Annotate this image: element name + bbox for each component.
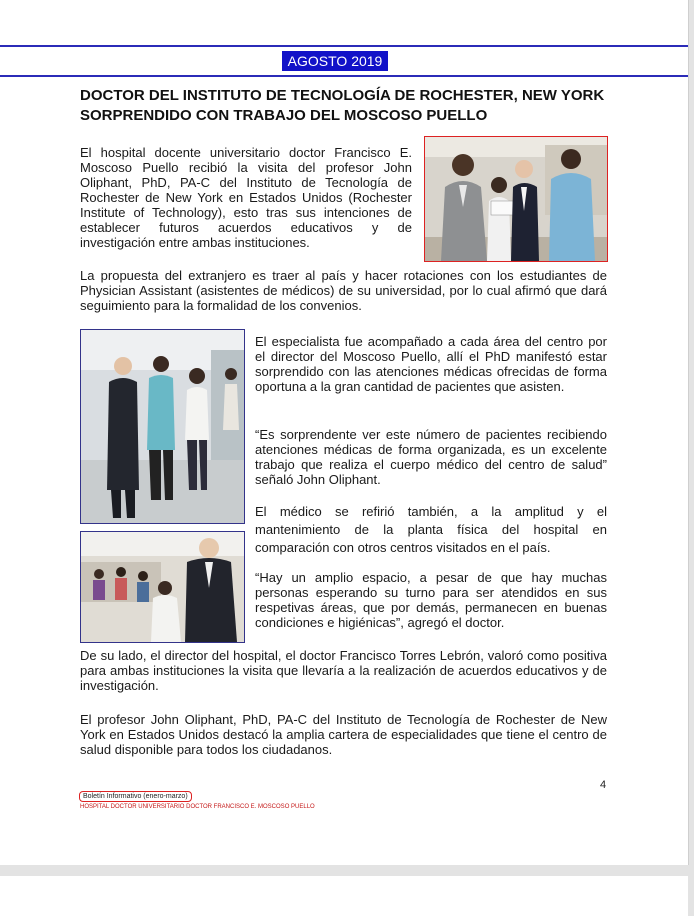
photo-waiting-area [80, 531, 245, 643]
paragraph-4: “Es sorprendente ver este número de pacientes recibiendo atenciones médicas de forma organizada, es un excelente trabajo que realiza el cuerpo médico del centro de salud” señaló John Oliphant. [255, 427, 607, 487]
page-number: 4 [600, 779, 607, 791]
paragraph-1: El hospital docente universitario doctor Francisco E. Moscoso Puello recibió la visita del profesor John Oliphant, PhD, PA-C del Instituto de Tecnología de Rochester de New York en Estados Unidos (Rochester Institute of Technology), esto tras sus intenciones de establecer futuros acuerdos educativos y de investigación entre ambas instituciones. [80, 145, 412, 250]
hospital-name: HOSPITAL DOCTOR UNIVERSITARIO DOCTOR FRANCISCO E. MOSCOSO PUELLO [80, 804, 315, 810]
next-page-edge [0, 876, 688, 916]
paragraph-7: De su lado, el director del hospital, el doctor Francisco Torres Lebrón, valoró como positiva para ambas instituciones la visita que llevaría a la realización de acuerdos educativos y de investigación. [80, 648, 607, 693]
article-title: DOCTOR DEL INSTITUTO DE TECNOLOGÍA DE ROCHESTER, NEW YORK SORPRENDIDO CON TRABAJO DEL MOSCOSO PUELLO [80, 87, 605, 124]
paragraph-6: “Hay un amplio espacio, a pesar de que hay muchas personas esperando su turno para ser atendidos en sus respetivas áreas, que por demás, permanecen en buenas condiciones e higiénicas”, agregó el doctor. [255, 570, 607, 630]
bulletin-label: Boletín Informativo (enero-marzo) [79, 791, 192, 802]
photo-hallway-visit [80, 329, 245, 524]
date-banner: AGOSTO 2019 [282, 51, 388, 71]
header-rule-top [0, 45, 688, 47]
paragraph-8: El profesor John Oliphant, PhD, PA-C del Instituto de Tecnología de Rochester de New York en Estados Unidos destacó la amplia cartera de especialidades que tiene el centro de salud disponible para todos los ciudadanos. [80, 712, 607, 757]
photo-certificate-group [424, 136, 608, 262]
header-rule-bottom [0, 75, 688, 77]
paragraph-3: El especialista fue acompañado a cada área del centro por el director del Moscoso Puello, allí el PhD manifestó estar sorprendido con las atenciones médicas ofrecidas de forma oportuna a la gran cantidad de pacientes que asisten. [255, 334, 607, 394]
paragraph-2: La propuesta del extranjero es traer al país y hacer rotaciones con los estudiantes de Physician Assistant (asistentes de médicos) de su universidad, por lo cual afirmó que dará seguimiento para la formalidad de los convenios. [80, 268, 607, 313]
paragraph-5: El médico se refirió también, a la amplitud y el mantenimiento de la planta física del hospital en comparación con otros centros visitados en el país. [255, 504, 607, 555]
